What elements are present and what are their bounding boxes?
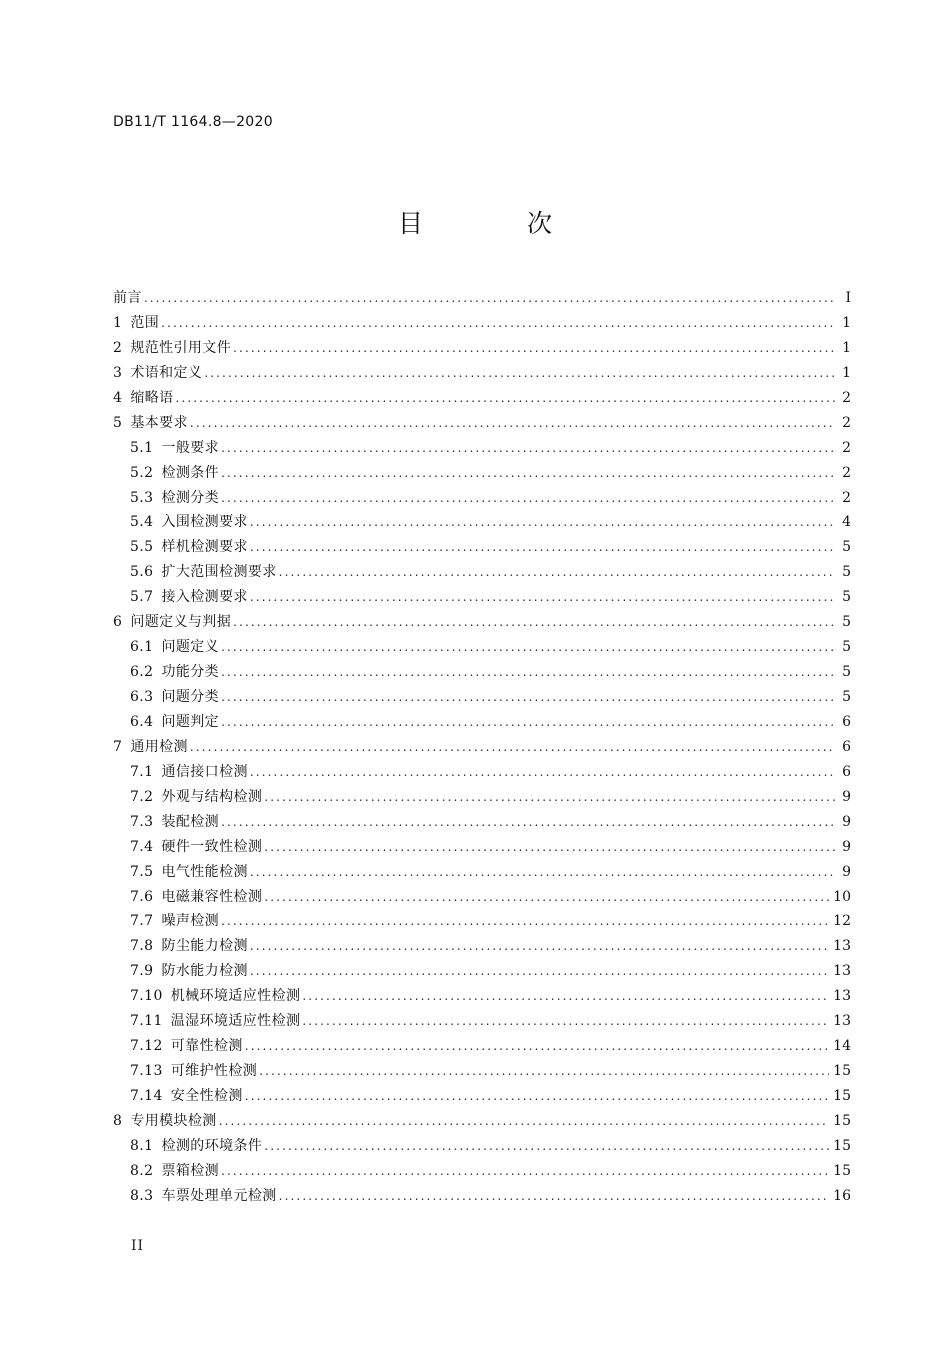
toc-entry[interactable] [113,436,851,461]
toc-entry-number: 7.5 [130,863,154,880]
toc-dot-leader [161,311,835,336]
toc-dot-leader [264,835,835,860]
toc-entry-text: 温湿环境适应性检测 [170,1013,301,1030]
toc-entry[interactable] [113,635,851,660]
toc-entry-text: 术语和定义 [130,364,203,381]
toc-entry[interactable] [113,336,851,361]
toc-entry-label [113,411,188,436]
toc-entry[interactable] [113,835,851,860]
toc-entry-text: 范围 [130,314,160,331]
toc-dot-leader [264,785,835,810]
toc-entry-label [130,835,262,860]
toc-entry-label [113,361,202,386]
toc-entry-label [130,461,219,486]
toc-dot-leader [221,436,835,461]
toc-entry-number: 7.7 [130,913,154,930]
toc-entry-label [113,386,174,411]
toc-dot-leader [264,885,829,910]
toc-entry-page: 12 [833,913,851,930]
toc-entry-page: 2 [842,389,851,406]
toc-entry-text: 一般要求 [161,439,220,456]
toc-entry-text: 安全性检测 [170,1088,243,1104]
toc-entry[interactable] [113,311,851,336]
toc-entry-label [130,909,219,934]
toc-dot-leader [250,535,835,560]
toc-dot-leader [221,810,835,835]
toc-dot-leader [250,760,835,785]
toc-entry-page: 13 [833,963,851,980]
toc-entry-text: 硬件一致性检测 [161,838,263,855]
toc-entry-page: 9 [842,788,851,805]
toc-dot-leader [245,1034,829,1059]
toc-entry[interactable] [113,710,851,735]
toc-entry-number: 6.1 [130,639,154,656]
page-title: 目 次 [398,209,600,238]
toc-entry-number: 6.4 [130,713,154,730]
toc-dot-leader [233,336,835,361]
toc-entry-number: 5.6 [130,564,154,581]
toc-entry-label [130,1009,300,1034]
toc-entry-text: 车票处理单元检测 [161,1187,277,1204]
toc-entry-text: 缩略语 [130,389,174,406]
toc-entry-number: 6.2 [130,664,154,681]
toc-entry-text: 通信接口检测 [161,763,248,780]
toc-entry-page: 13 [833,988,851,1005]
toc-entry-number: 5.4 [130,514,154,531]
toc-entry[interactable] [113,660,851,685]
toc-entry-number: 7.9 [130,963,154,980]
toc-entry-page: 15 [833,1088,851,1104]
toc-entry-page: 16 [833,1187,851,1204]
toc-entry-number: 7.1 [130,763,154,780]
toc-entry-page: 5 [842,664,851,681]
toc-entry[interactable] [113,1109,851,1134]
toc-entry-text: 通用检测 [130,738,188,755]
toc-entry-number: 8 [113,1112,123,1129]
toc-entry-label [130,486,219,511]
toc-entry-number: 8.3 [130,1187,154,1204]
toc-entry-label [130,1134,262,1159]
toc-entry[interactable] [113,1084,851,1109]
toc-entry-page: I [845,290,851,306]
toc-entry-number: 7.11 [130,1013,163,1030]
toc-entry-number: 6 [113,614,123,631]
toc-entry-label [130,585,248,610]
toc-entry-text: 检测分类 [161,489,220,506]
toc-entry-page: 1 [842,364,851,381]
toc-dot-leader [204,361,835,386]
toc-entry-number: 8.1 [130,1137,154,1154]
toc-dot-leader [250,860,835,885]
toc-entry-label [130,635,219,660]
toc-entry-label [130,934,248,959]
page-number: II [131,1238,145,1254]
toc-entry-label [130,1059,257,1084]
toc-entry-page: 6 [842,713,851,730]
toc-dot-leader [221,685,835,710]
toc-entry-text: 防尘能力检测 [161,938,248,955]
toc-dot-leader [176,386,835,411]
toc-entry-number: 7.2 [130,788,154,805]
toc-entry-number: 7.14 [130,1088,163,1104]
toc-entry-text: 电磁兼容性检测 [161,888,263,905]
toc-entry-label [113,735,188,760]
toc-entry-text: 问题判定 [161,713,220,730]
toc-dot-leader [221,1159,829,1184]
toc-entry-number: 5.1 [130,439,154,456]
toc-entry-label [130,710,219,735]
toc-entry-number: 3 [113,364,123,381]
toc-entry-label [130,760,248,785]
toc-entry-number: 5.3 [130,489,154,506]
toc-entry[interactable] [113,984,851,1009]
toc-dot-leader [264,1134,829,1159]
toc-entry-number: 5 [113,414,123,431]
toc-entry-text: 可维护性检测 [170,1063,258,1080]
toc-entry-number: 5.7 [130,589,154,606]
toc-entry[interactable] [113,486,851,511]
toc-entry-text: 电气性能检测 [161,863,248,880]
toc-entry[interactable] [113,386,851,411]
toc-entry-label [130,860,248,885]
toc-entry-number: 6.3 [130,689,154,705]
toc-entry-page: 9 [842,838,851,855]
toc-entry-label [130,984,300,1009]
toc-dot-leader [250,959,829,984]
toc-entry-text: 问题定义 [161,639,220,656]
toc-entry-text: 票箱检测 [161,1162,220,1179]
toc-entry[interactable] [113,1059,851,1084]
toc-entry-page: 1 [842,314,851,331]
toc-entry-text: 问题定义与判据 [130,614,232,631]
toc-entry-label [113,311,159,336]
toc-entry-label [130,685,219,710]
toc-entry-text: 防水能力检测 [161,963,248,980]
toc-dot-leader [302,984,829,1009]
toc-dot-leader [302,1009,829,1034]
toc-entry-page: 2 [842,414,851,431]
toc-entry-page: 6 [842,738,851,755]
toc-entry-number: 7.10 [130,988,163,1005]
toc-entry-text: 样机检测要求 [161,539,248,556]
toc-dot-leader [190,735,835,760]
toc-entry-page: 4 [842,514,851,531]
toc-entry-page: 9 [842,813,851,830]
toc-dot-leader [144,286,835,311]
toc-entry-text: 功能分类 [161,664,220,681]
toc-dot-leader [250,585,835,610]
toc-entry-number: 7.4 [130,838,154,855]
toc-entry-number: 2 [113,339,123,356]
toc-entry[interactable] [113,361,851,386]
toc-dot-leader [221,461,835,486]
toc-entry[interactable] [113,860,851,885]
toc-entry[interactable] [113,1159,851,1184]
toc-entry-label [130,560,277,585]
toc-entry-text: 扩大范围检测要求 [161,564,277,581]
toc-entry-number: 4 [113,389,123,406]
toc-entry[interactable] [113,585,851,610]
toc-entry[interactable] [113,1034,851,1059]
toc-entry-label [113,336,231,361]
toc-entry[interactable] [113,909,851,934]
toc-entry-label [130,535,248,560]
toc-entry[interactable] [113,760,851,785]
toc-entry-number: 1 [113,314,123,331]
toc-dot-leader [250,510,835,535]
toc-entry-text: 规范性引用文件 [130,339,232,356]
toc-entry[interactable] [113,535,851,560]
toc-entry-number: 7.13 [130,1063,163,1080]
toc-entry-number: 5.2 [130,464,154,481]
toc-entry-number: 7.12 [130,1038,163,1055]
toc-entry-text: 接入检测要求 [161,589,248,606]
toc-entry[interactable] [113,685,851,710]
toc-entry-page: 1 [842,339,851,356]
toc-entry-page: 6 [842,763,851,780]
toc-entry[interactable] [113,461,851,486]
toc-entry-number: 7.6 [130,888,154,905]
toc-dot-leader [245,1084,829,1109]
toc-entry-page: 2 [842,489,851,506]
toc-entry[interactable] [113,510,851,535]
toc-entry-page: 15 [833,1137,851,1154]
toc-entry-label [130,510,248,535]
toc-entry-page: 5 [842,614,851,631]
toc-entry-number: 5.5 [130,539,154,556]
toc-entry-text: 问题分类 [161,689,220,705]
toc-entry-number: 7 [113,738,123,755]
toc-entry-label [130,785,262,810]
toc-entry-page: 5 [842,564,851,581]
toc-entry-page: 5 [842,639,851,656]
toc-entry[interactable] [113,885,851,910]
toc-entry-label [130,1184,277,1209]
toc-dot-leader [221,660,835,685]
toc-entry-label [130,885,262,910]
toc-entry-label [130,810,219,835]
toc-entry-number: 7.8 [130,938,154,955]
toc-entry-text: 机械环境适应性检测 [170,988,301,1005]
toc-entry-page: 13 [833,938,851,955]
toc-entry-page: 5 [842,589,851,606]
toc-entry-page: 5 [842,539,851,556]
toc-entry-label [130,1159,219,1184]
toc-dot-leader [259,1059,829,1084]
toc-entry[interactable] [113,1009,851,1034]
toc-entry[interactable] [113,810,851,835]
toc-entry-page: 10 [833,888,851,905]
toc-entry[interactable] [113,1184,851,1209]
toc-dot-leader [190,411,835,436]
toc-dot-leader [221,486,835,511]
toc-entry-text: 检测条件 [161,464,220,481]
toc-entry-page: 15 [833,1063,851,1080]
toc-entry-text: 入围检测要求 [161,514,248,531]
toc-entry-page: 9 [842,863,851,880]
toc-entry-page: 15 [833,1162,851,1179]
table-of-contents [113,286,851,1209]
toc-entry-page: 15 [833,1112,851,1129]
toc-entry[interactable] [113,959,851,984]
toc-entry-label [130,1084,243,1109]
toc-entry-text: 前言 [113,290,142,306]
toc-dot-leader [250,934,829,959]
toc-entry[interactable] [113,610,851,635]
toc-entry-page: 13 [833,1013,851,1030]
toc-entry-label [113,286,142,311]
toc-entry-page: 2 [842,439,851,456]
toc-entry[interactable] [113,411,851,436]
toc-entry-label [113,610,231,635]
toc-entry-text: 检测的环境条件 [161,1137,263,1154]
toc-entry[interactable] [113,560,851,585]
toc-entry-label [130,436,219,461]
toc-entry-text: 外观与结构检测 [161,788,263,805]
toc-dot-leader [221,710,835,735]
toc-entry-label [130,660,219,685]
toc-entry[interactable] [113,1134,851,1159]
toc-entry-page: 5 [842,689,851,705]
toc-entry-label [130,1034,243,1059]
toc-entry[interactable] [113,735,851,760]
toc-dot-leader [221,635,835,660]
toc-entry-label [113,1109,217,1134]
toc-entry-number: 8.2 [130,1162,154,1179]
toc-dot-leader [233,610,835,635]
toc-dot-leader [219,1109,829,1134]
toc-entry-text: 装配检测 [161,813,220,830]
document-code: DB11/T 1164.8—2020 [113,114,273,130]
toc-entry-page: 14 [833,1038,851,1055]
toc-entry-page: 2 [842,464,851,481]
toc-entry-text: 噪声检测 [161,913,220,930]
toc-dot-leader [279,1184,830,1209]
toc-entry-text: 专用模块检测 [130,1112,217,1129]
toc-entry-number: 7.3 [130,813,154,830]
toc-entry-label [130,959,248,984]
toc-entry-text: 基本要求 [130,414,188,431]
toc-dot-leader [279,560,835,585]
toc-dot-leader [221,909,829,934]
toc-entry[interactable] [113,286,851,311]
toc-entry[interactable] [113,785,851,810]
toc-entry-text: 可靠性检测 [170,1038,243,1055]
toc-entry[interactable] [113,934,851,959]
